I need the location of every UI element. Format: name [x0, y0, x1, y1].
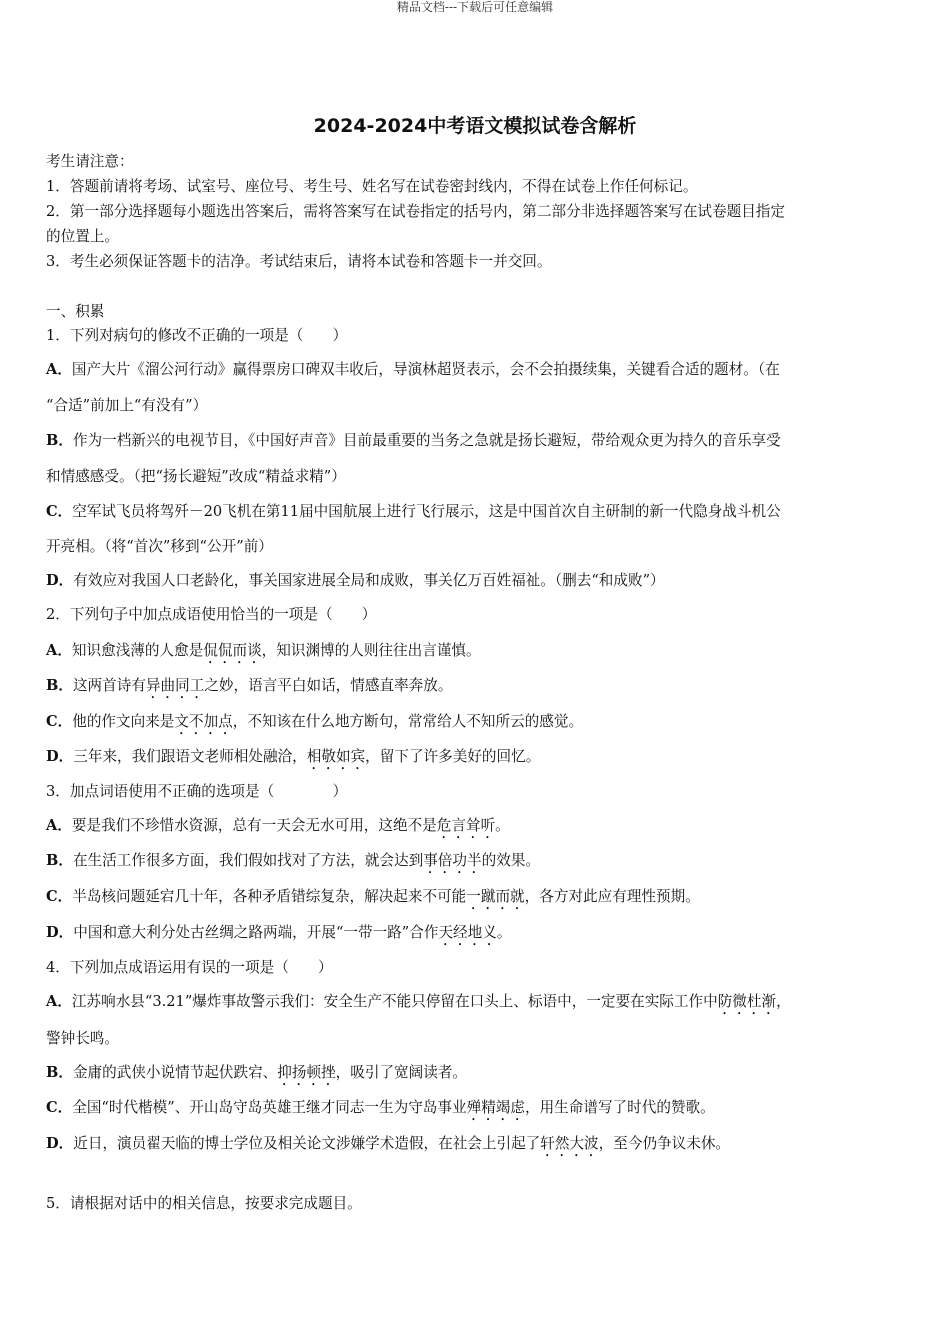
notice-heading: 考生请注意：: [46, 153, 134, 170]
notice-item: 2．第一部分选择题每小题选出答案后，需将答案写在试卷指定的括号内，第二部分非选择题答案写在试卷题目指定: [46, 203, 785, 220]
q3-option-d: D．中国和意大利分处古丝绸之路两端，开展“一带一路”合作天经地义。: [46, 924, 512, 941]
q1-stem: 1．下列对病句的修改不正确的一项是（ ）: [46, 327, 348, 344]
q1-option-a-cont: “合适”前加上“有没有”）: [46, 397, 208, 414]
q2-stem: 2．下列句子中加点成语使用恰当的一项是（ ）: [46, 606, 377, 623]
q2-option-b: B．这两首诗有异曲同工之妙，语言平白如话，情感直率奔放。: [46, 677, 453, 694]
q3-option-b: B．在生活工作很多方面，我们假如找对了方法，就会达到事倍功半的效果。: [46, 852, 540, 869]
q2-option-a: A．知识愈浅薄的人愈是侃侃而谈，知识渊博的人则往往出言谨慎。: [46, 642, 481, 659]
notice-item: 的位置上。: [46, 228, 119, 245]
page-title: 2024-2024中考语文模拟试卷含解析: [313, 115, 637, 137]
q2-option-d: D．三年来，我们跟语文老师相处融洽，相敬如宾，留下了许多美好的回忆。: [46, 748, 541, 765]
q2-option-c: C．他的作文向来是文不加点，不知该在什么地方断句，常常给人不知所云的感觉。: [46, 713, 584, 730]
q1-option-c-cont: 开亮相。（将“首次”移到“公开”前）: [46, 538, 273, 555]
q1-option-d: D．有效应对我国人口老龄化，事关国家进展全局和成败，事关亿万百姓福祉。（删去“和成败”）: [46, 572, 665, 589]
q4-option-c: C．全国“时代楷模”、开山岛守岛英雄王继才同志一生为守岛事业殚精竭虑，用生命谱写了时代的赞歌。: [46, 1099, 715, 1116]
q1-option-c: C．空军试飞员将驾歼－20飞机在第11届中国航展上进行飞行展示，这是中国首次自主研制的新一代隐身战斗机公: [46, 503, 781, 520]
q4-stem: 4．下列加点成语运用有误的一项是（ ）: [46, 959, 333, 976]
notice-item: 1．答题前请将考场、试室号、座位号、考生号、姓名写在试卷密封线内，不得在试卷上作任何标记。: [46, 178, 698, 195]
q3-option-c: C．半岛核问题延宕几十年，各种矛盾错综复杂，解决起来不可能一蹴而就，各方对此应有理性预期。: [46, 888, 700, 905]
q4-option-a: A．江苏响水县“3.21”爆炸事故警示我们：安全生产不能只停留在口头上、标语中，一定要在实际工作中防微杜渐，: [46, 993, 791, 1010]
q4-option-d: D．近日，演员翟天临的博士学位及相关论文涉嫌学术造假，在社会上引起了轩然大波，至今仍争议未休。: [46, 1135, 731, 1152]
q5-stem: 5．请根据对话中的相关信息，按要求完成题目。: [46, 1195, 362, 1212]
q3-option-a: A．要是我们不珍惜水资源，总有一天会无水可用，这绝不是危言耸听。: [46, 817, 510, 834]
q1-option-b: B．作为一档新兴的电视节目，《中国好声音》目前最重要的当务之急就是扬长避短，带给观众更为持久的音乐享受: [46, 432, 781, 449]
q4-option-b: B．金庸的武侠小说情节起伏跌宕、抑扬顿挫，吸引了宽阔读者。: [46, 1064, 468, 1081]
q1-option-b-cont: 和情感感受。（把“扬长避短”改成“精益求精”）: [46, 468, 346, 485]
q1-option-a: A．国产大片《溜公河行动》赢得票房口碑双丰收后，导演林超贤表示，会不会拍摄续集，关键看合适的题材。（在: [46, 361, 780, 378]
section-heading: 一、积累: [46, 303, 105, 320]
q4-option-a-cont: 警钟长鸣。: [46, 1030, 119, 1047]
page-header: 精品文档---下载后可任意编辑: [396, 0, 554, 14]
notice-item: 3．考生必须保证答题卡的洁净。考试结束后，请将本试卷和答题卡一并交回。: [46, 253, 552, 270]
q3-stem: 3．加点词语使用不正确的选项是（ ）: [46, 783, 348, 800]
